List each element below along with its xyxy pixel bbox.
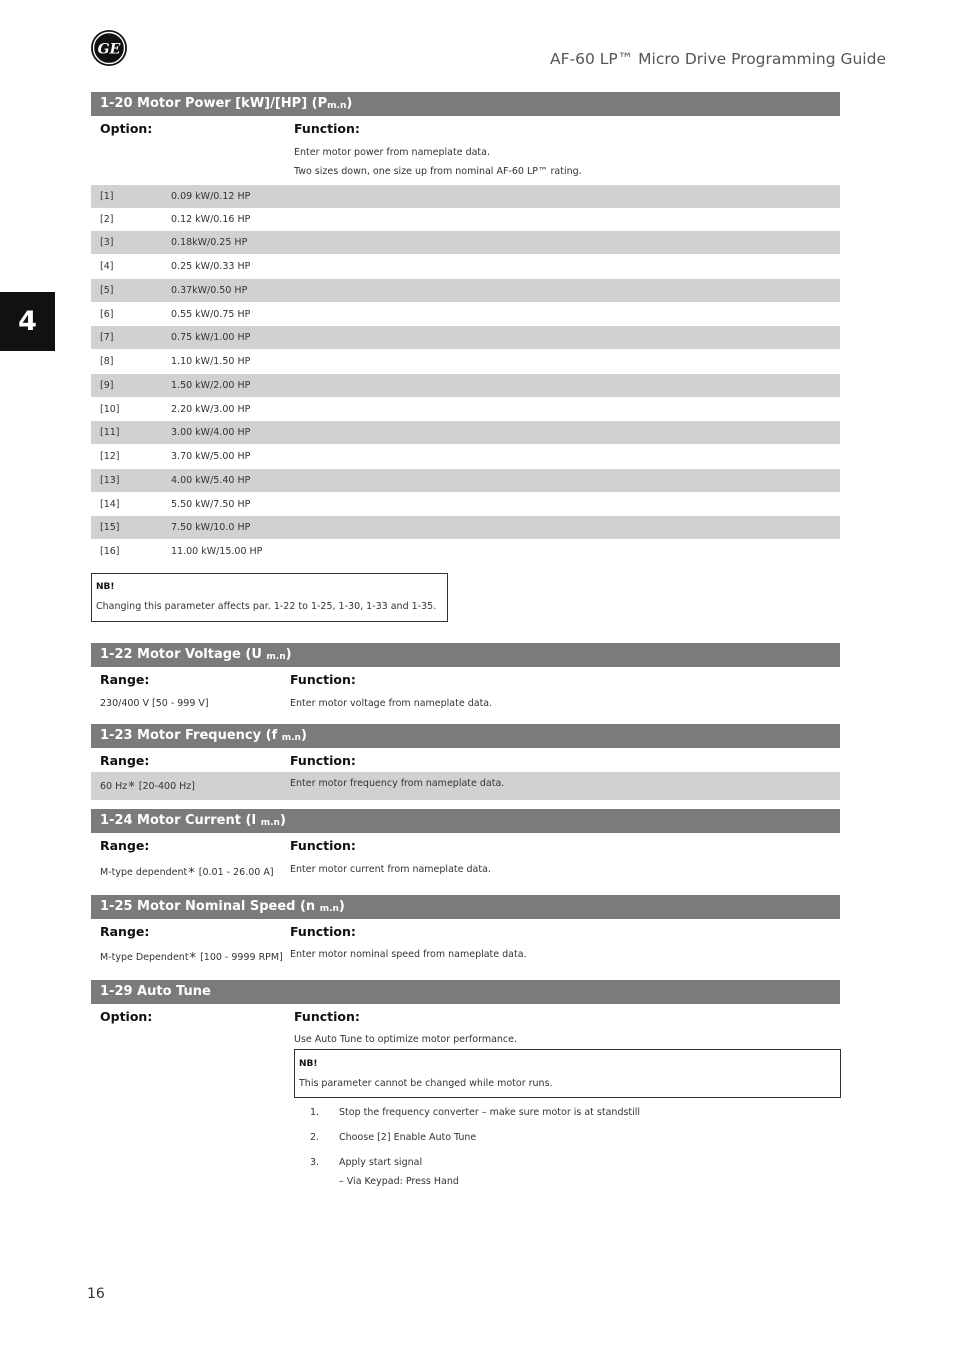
option-code: [16] <box>100 546 120 557</box>
option-code: [14] <box>100 499 120 510</box>
range-value: M-type Dependent* [100 - 9999 RPM] <box>100 951 283 966</box>
function-label: Function: <box>290 753 356 768</box>
page-number: 16 <box>87 1286 105 1302</box>
option-code: [6] <box>100 309 114 320</box>
description-line: Use Auto Tune to optimize motor performance. <box>294 1034 518 1045</box>
range-value: 60 Hz* [20-400 Hz] <box>100 780 195 795</box>
option-row <box>91 421 840 444</box>
option-row <box>91 255 840 278</box>
description-line: Two sizes down, one size up from nominal AF-60 LP™ rating. <box>294 166 582 177</box>
option-value: 3.00 kW/4.00 HP <box>171 427 251 438</box>
function-text: Enter motor frequency from nameplate data. <box>290 778 505 789</box>
option-code: [3] <box>100 237 114 248</box>
option-value: 7.50 kW/10.0 HP <box>171 522 251 533</box>
option-row <box>91 493 840 516</box>
option-code: [11] <box>100 427 120 438</box>
note-box <box>91 573 448 622</box>
note-box <box>294 1049 841 1098</box>
option-code: [13] <box>100 475 120 486</box>
note-text: This parameter cannot be changed while motor runs. <box>299 1078 553 1089</box>
option-value: 0.12 kW/0.16 HP <box>171 214 251 225</box>
option-value: 2.20 kW/3.00 HP <box>171 404 251 415</box>
function-label: Function: <box>290 838 356 853</box>
option-value: 11.00 kW/15.00 HP <box>171 546 263 557</box>
range-label: Range: <box>100 753 150 768</box>
range-label: Range: <box>100 672 150 687</box>
description-line: Enter motor power from nameplate data. <box>294 147 490 158</box>
option-value: 3.70 kW/5.00 HP <box>171 451 251 462</box>
option-value: 0.25 kW/0.33 HP <box>171 261 251 272</box>
option-value: 1.10 kW/1.50 HP <box>171 356 251 367</box>
option-row <box>91 469 840 492</box>
option-row <box>91 398 840 421</box>
document-title: AF-60 LP™ Micro Drive Programming Guide <box>550 50 886 68</box>
note-title: NB! <box>96 582 115 592</box>
option-code: [7] <box>100 332 114 343</box>
section-header-1-20: 1-20 Motor Power [kW]/[HP] $(P_{m.n})$ <box>91 92 840 116</box>
option-row <box>91 185 840 208</box>
option-value: 1.50 kW/2.00 HP <box>171 380 251 391</box>
svg-text:GE: GE <box>97 41 121 58</box>
option-code: [10] <box>100 404 120 415</box>
option-row <box>91 445 840 468</box>
step-text: Stop the frequency converter – make sure motor is at standstill <box>339 1107 641 1118</box>
option-row <box>91 208 840 231</box>
option-value: 4.00 kW/5.40 HP <box>171 475 251 486</box>
option-row <box>91 540 840 563</box>
option-code: [2] <box>100 214 114 225</box>
section-header-1-29: 1-29 Auto Tune <box>91 980 840 1004</box>
option-row <box>91 516 840 539</box>
step-text: Apply start signal <box>339 1157 423 1168</box>
note-title: NB! <box>299 1059 318 1069</box>
option-row <box>91 279 840 302</box>
option-label: Option: <box>100 1009 153 1024</box>
range-value: M-type dependent* [0.01 - 26.00 A] <box>100 866 274 881</box>
function-label: Function: <box>290 924 356 939</box>
option-row <box>91 374 840 397</box>
ge-logo-mark <box>90 29 128 67</box>
range-label: Range: <box>100 838 150 853</box>
range-value: 230/400 V [50 - 999 V] <box>100 698 209 709</box>
option-value: 0.37kW/0.50 HP <box>171 285 248 296</box>
section-header-1-22: 1-22 Motor Voltage (U $_{m.n}$) <box>91 643 840 667</box>
option-row <box>91 350 840 373</box>
option-code: [12] <box>100 451 120 462</box>
section-header-1-24: 1-24 Motor Current (I $_{m.n}$) <box>91 809 840 833</box>
option-value: 0.55 kW/0.75 HP <box>171 309 251 320</box>
option-value: 5.50 kW/7.50 HP <box>171 499 251 510</box>
option-row <box>91 326 840 349</box>
function-label: Function: <box>290 672 356 687</box>
option-value: 0.75 kW/1.00 HP <box>171 332 251 343</box>
function-label: Function: <box>294 121 360 136</box>
option-code: [1] <box>100 191 114 202</box>
option-code: [15] <box>100 522 120 533</box>
range-label: Range: <box>100 924 150 939</box>
section-header-1-23: 1-23 Motor Frequency (f $_{m.n}$) <box>91 724 840 748</box>
function-text: Enter motor current from nameplate data. <box>290 864 491 875</box>
option-code: [9] <box>100 380 114 391</box>
option-code: [8] <box>100 356 114 367</box>
option-row <box>91 231 840 254</box>
function-text: Enter motor voltage from nameplate data. <box>290 698 493 709</box>
note-text: Changing this parameter affects par. 1-22 to 1-25, 1-30, 1-33 and 1-35. <box>96 601 437 612</box>
function-text: Enter motor nominal speed from nameplate data. <box>290 949 527 960</box>
step-subtext: – Via Keypad: Press Hand <box>339 1176 459 1187</box>
option-code: [5] <box>100 285 114 296</box>
step-number: 3. <box>310 1157 320 1168</box>
chapter-tab: 4 <box>0 292 55 351</box>
option-code: [4] <box>100 261 114 272</box>
ge-logo <box>90 29 128 67</box>
option-label: Option: <box>100 121 153 136</box>
option-row <box>91 303 840 326</box>
step-number: 2. <box>310 1132 320 1143</box>
step-text: Choose [2] Enable Auto Tune <box>339 1132 477 1143</box>
step-number: 1. <box>310 1107 320 1118</box>
option-value: 0.18kW/0.25 HP <box>171 237 248 248</box>
section-header-1-25: 1-25 Motor Nominal Speed (n $_{m.n}$) <box>91 895 840 919</box>
function-label: Function: <box>294 1009 360 1024</box>
option-value: 0.09 kW/0.12 HP <box>171 191 251 202</box>
